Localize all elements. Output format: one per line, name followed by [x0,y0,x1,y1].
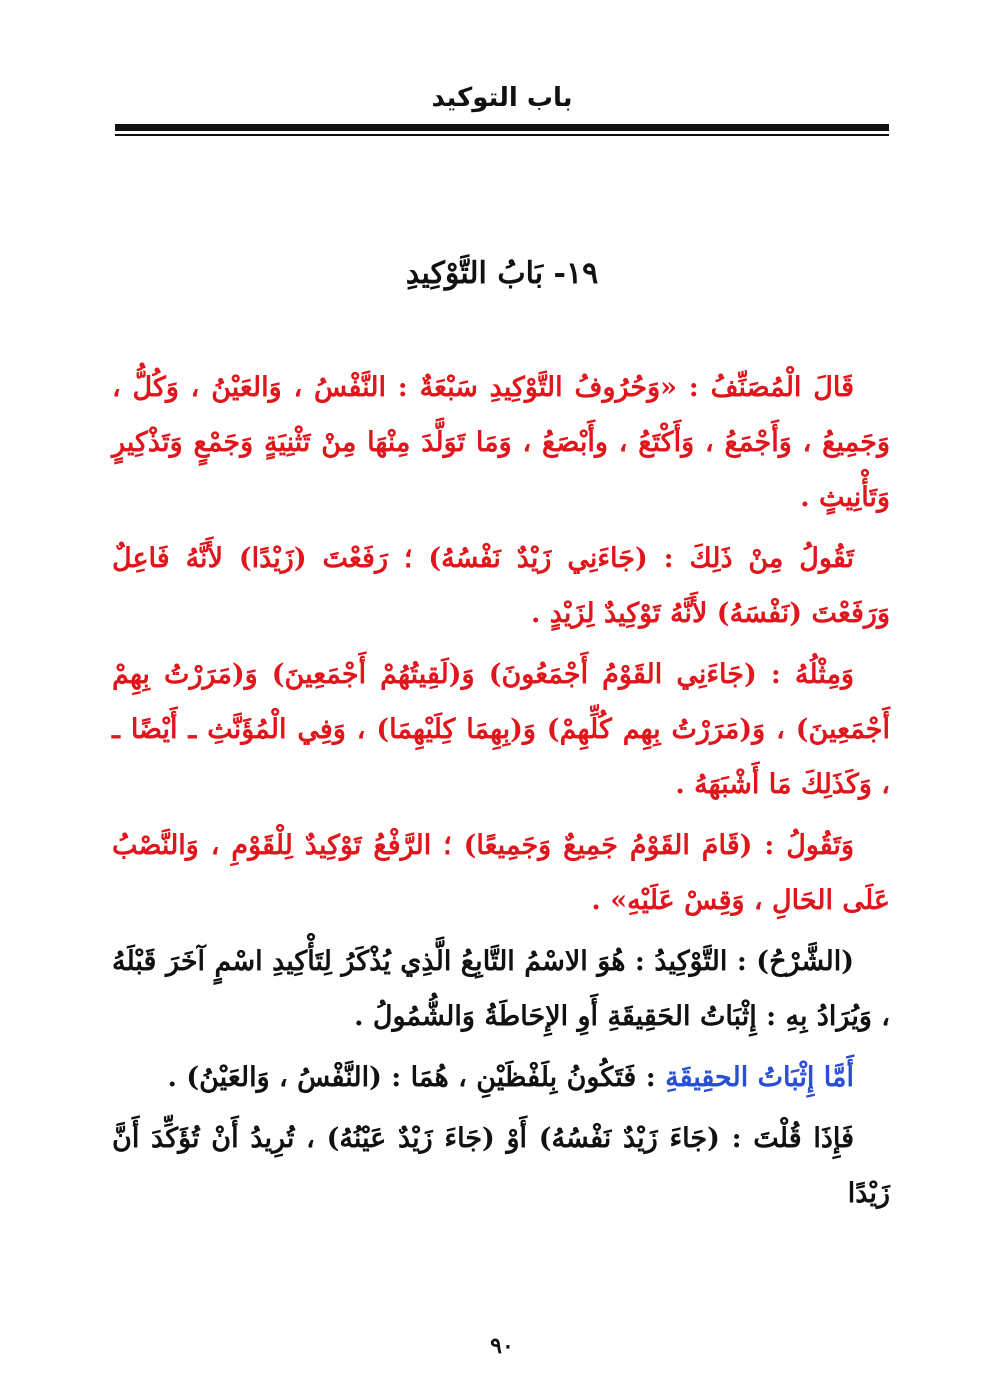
matn-paragraph-4: وَتَقُولُ : (قَامَ القَوْمُ جَمِيعٌ وَجَمِيعًا) ؛ الرَّفْعُ تَوْكِيدٌ لِلْقَوْمِ ، وَالنَّصْبُ عَلَى الحَالِ ، وَقِسْ عَلَيْهِ» . [112,830,890,916]
page-body [112,360,890,1227]
last-paragraph: فَإِذَا قُلْتَ : (جَاءَ زَيْدٌ نَفْسُهُ) أَوْ (جَاءَ زَيْدٌ عَيْنُهُ) ، تُرِيدُ أَنْ تُؤَكِّدَ أَنَّ زَيْدًا [112,1123,890,1209]
matn-paragraph-1: قَالَ الْمُصَنِّفُ : «وَحُرُوفُ التَّوْكِيدِ سَبْعَةٌ : النَّفْسُ ، وَالعَيْنُ ، وَكُلُّ ، وَجَمِيعُ ، وَأَجْمَعُ ، وَأَكْتَعُ ، وأَبْصَعُ ، وَمَا تَوَلَّدَ مِنْهَا مِنْ تَثْنِيَةٍ وَجَمْعٍ وَتَذْكِيرٍ وَتَأْنِيثٍ . [112,372,890,513]
subsection-text: : فَتَكُونُ بِلَفْظَيْنِ ، هُمَا : (النَّفْسُ ، وَالعَيْنُ) . [167,1062,666,1093]
matn-paragraph-2: تَقُولُ مِنْ ذَلِكَ : (جَاءَنِي زَيْدٌ نَفْسُهُ) ؛ رَفَعْتَ (زَيْدًا) لأَنَّهُ فَاعِلٌ وَرَفَعْتَ (نَفْسَهُ) لأَنَّهُ تَوْكِيدٌ لِزَيْدٍ . [112,543,890,629]
running-header-title: باب التوكيد [431,83,573,113]
chapter-title: ١٩- بَابُ التَّوْكِيدِ [405,256,599,291]
commentary-paragraph: (الشَّرْحُ) : التَّوْكِيدُ : هُوَ الاسْمُ التَّابِعُ الَّذِي يُذْكَرُ لِتَأْكِيدِ اسْمٍ آخَرَ قَبْلَهُ ، وَيُرَادُ بِهِ : إِثْبَاتُ الحَقِيقَةِ أَوِ الإِحَاطَةُ وَالشُّمُولُ . [112,946,890,1032]
header-divider-thin [115,134,889,136]
header-divider-thick [115,124,889,131]
subsection-heading: أَمَّا إِثْبَاتُ الحقِيقَةِ [665,1062,854,1093]
subsection-paragraph [112,1050,890,1105]
matn-paragraph-3: وَمِثْلُهُ : (جَاءَنِي القَوْمُ أَجْمَعُونَ) وَ(لَقِيتُهُمْ أَجْمَعِينَ) وَ(مَرَرْتُ بِهِمْ أَجْمَعِينَ) ، وَ(مَرَرْتُ بِهِم كُلِّهِمْ) وَ(بِهِمَا كِلَيْهِمَا) ، وَفِي الْمُؤَنَّثِ ـ أَيْضًا ـ ، وَكَذَلِكَ مَا أَشْبَهَهُ . [112,659,890,800]
page-number: ٩٠ [490,1333,514,1359]
